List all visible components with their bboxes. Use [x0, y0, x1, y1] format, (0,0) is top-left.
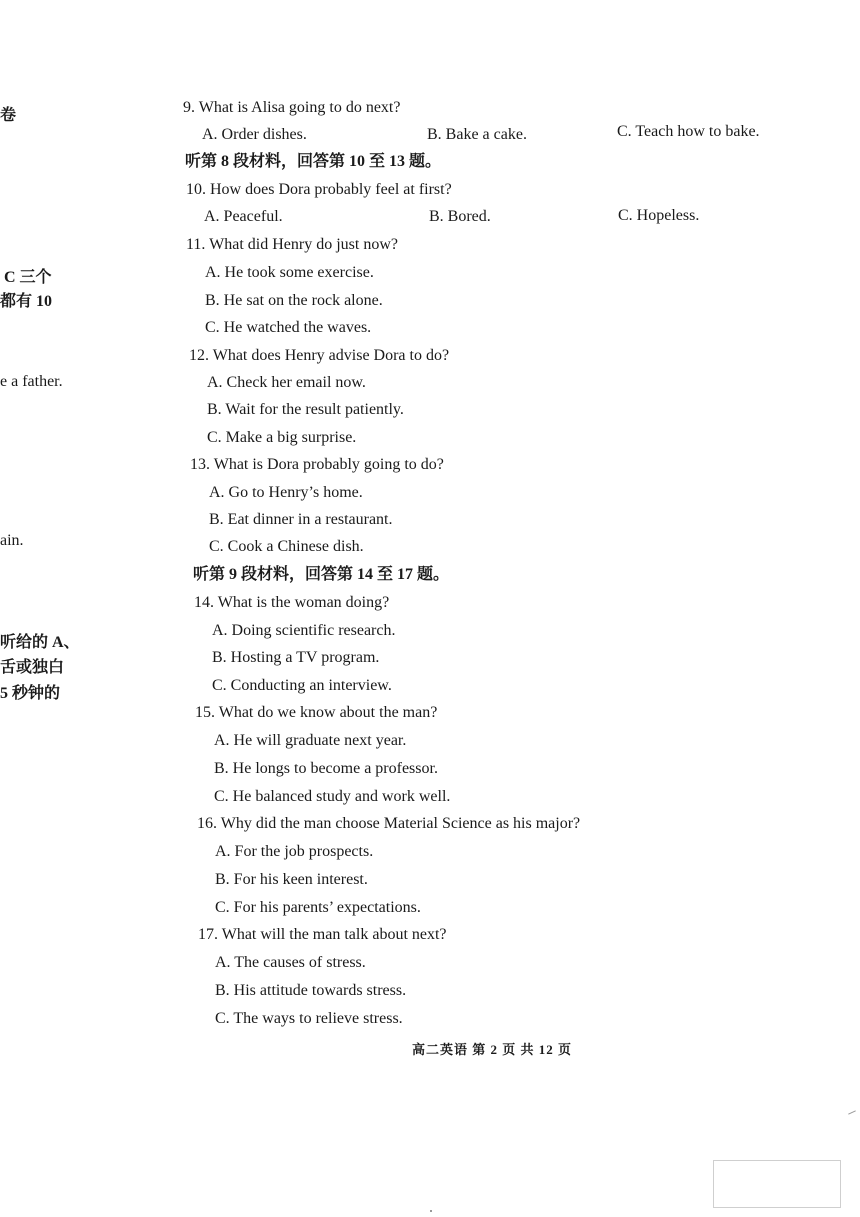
section-9-heading: 听第 9 段材料，回答第 14 至 17 题。 [193, 566, 450, 583]
question-15: 15. What do we know about the man? [195, 704, 438, 721]
option-11a: A. He took some exercise. [205, 264, 374, 281]
question-11: 11. What did Henry do just now? [186, 236, 398, 253]
option-16b: B. For his keen interest. [215, 871, 368, 888]
section-8-heading: 听第 8 段材料，回答第 10 至 13 题。 [185, 153, 442, 170]
question-13: 13. What is Dora probably going to do? [190, 456, 444, 473]
option-11c: C. He watched the waves. [205, 319, 372, 336]
option-17b: B. His attitude towards stress. [215, 982, 407, 999]
question-16: 16. Why did the man choose Material Science as his major? [197, 815, 581, 832]
option-13c: C. Cook a Chinese dish. [209, 538, 364, 555]
edge-fragment: 5 秒钟的 [0, 685, 61, 702]
option-9a: A. Order dishes. [202, 126, 307, 143]
option-12c: C. Make a big surprise. [207, 429, 357, 446]
question-12: 12. What does Henry advise Dora to do? [189, 347, 450, 364]
option-13a: A. Go to Henry’s home. [209, 484, 363, 501]
edge-fragment: 都有 10 [0, 293, 53, 310]
edge-fragment: ain. [0, 532, 24, 549]
option-14a: A. Doing scientific research. [212, 622, 396, 639]
question-17: 17. What will the man talk about next? [198, 926, 447, 943]
scan-dot [430, 1210, 432, 1212]
option-12a: A. Check her email now. [207, 374, 366, 391]
option-9b: B. Bake a cake. [427, 126, 527, 143]
score-box [713, 1160, 841, 1208]
option-11b: B. He sat on the rock alone. [205, 292, 383, 309]
page-footer: 高二英语 第 2 页 共 12 页 [412, 1042, 573, 1057]
option-16c: C. For his parents’ expectations. [215, 899, 421, 916]
option-15c: C. He balanced study and work well. [214, 788, 451, 805]
question-10: 10. How does Dora probably feel at first? [186, 181, 452, 198]
option-15a: A. He will graduate next year. [214, 732, 407, 749]
question-9: 9. What is Alisa going to do next? [183, 99, 401, 116]
option-17c: C. The ways to relieve stress. [215, 1010, 403, 1027]
option-10c: C. Hopeless. [618, 207, 700, 224]
option-15b: B. He longs to become a professor. [214, 760, 438, 777]
scan-mark [848, 1110, 856, 1114]
option-14b: B. Hosting a TV program. [212, 649, 380, 666]
edge-fragment: e a father. [0, 373, 63, 390]
option-16a: A. For the job prospects. [215, 843, 374, 860]
option-9c: C. Teach how to bake. [617, 123, 760, 140]
option-10b: B. Bored. [429, 208, 491, 225]
edge-fragment: C 三个 [4, 269, 52, 286]
option-10a: A. Peaceful. [204, 208, 283, 225]
option-17a: A. The causes of stress. [215, 954, 366, 971]
option-14c: C. Conducting an interview. [212, 677, 392, 694]
option-13b: B. Eat dinner in a restaurant. [209, 511, 393, 528]
question-14: 14. What is the woman doing? [194, 594, 390, 611]
edge-fragment: 听给的 A、 [0, 634, 80, 651]
option-12b: B. Wait for the result patiently. [207, 401, 404, 418]
edge-fragment: 卷 [0, 107, 17, 124]
edge-fragment: 舌或独白 [0, 659, 65, 676]
